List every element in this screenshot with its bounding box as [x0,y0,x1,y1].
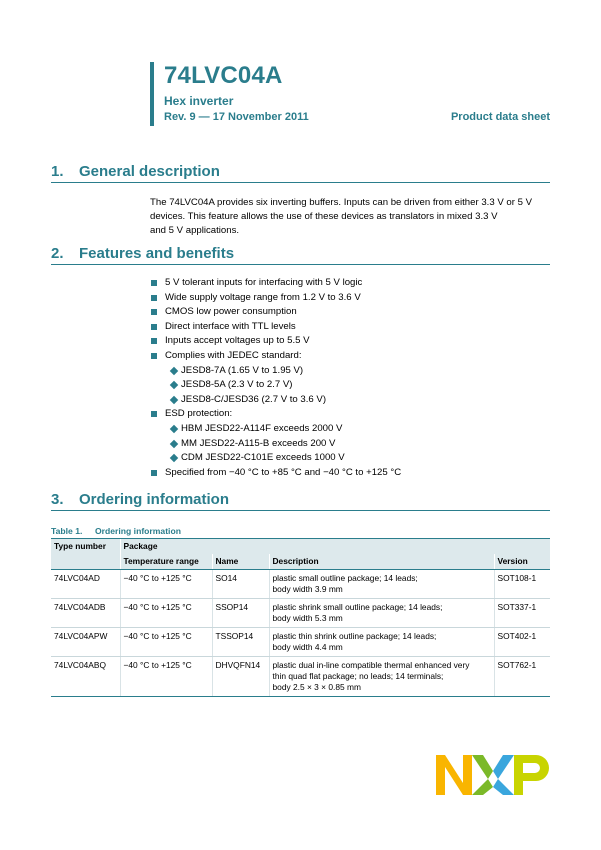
document-type: Product data sheet [450,111,550,123]
cell-temperature-range: −40 °C to +125 °C [120,570,212,599]
feature-text: JESD8-C/JESD36 (2.7 V to 3.6 V) [181,393,327,405]
cell-temperature-range: −40 °C to +125 °C [120,657,212,697]
feature-subitem [150,451,550,466]
feature-item [150,305,550,320]
header-type-number: Type number [51,539,120,555]
table-caption-title: Ordering information [95,526,181,536]
cell-type-number: 74LVC04ABQ [51,657,120,697]
feature-text: 5 V tolerant inputs for interfacing with 5 V logic [165,277,363,288]
paragraph-line: devices. This feature allows the use of these devices as translators in mixed 3.3 V [150,211,498,222]
diamond-bullet-icon [170,396,178,404]
description-line: plastic thin shrink outline package; 14 leads; [272,631,437,641]
cell-description [269,599,494,628]
document-subtitle: Hex inverter [164,94,234,108]
table-caption-number: Table 1. [51,526,83,536]
section-heading-general [51,163,550,183]
logo-letter-x-left [472,755,493,779]
document-revision: Rev. 9 — 17 November 2011 [164,111,309,123]
feature-item [150,276,550,291]
header-version: Version [494,554,550,570]
header-name: Name [212,554,269,570]
feature-item [150,407,550,422]
table-row [51,599,550,628]
feature-text: JESD8-7A (1.65 V to 1.95 V) [181,364,304,376]
paragraph-line: The 74LVC04A provides six inverting buffers. Inputs can be driven from either 3.3 V or 5 V [150,197,533,208]
cell-description [269,570,494,599]
cell-type-number: 74LVC04ADB [51,599,120,628]
square-bullet-icon [151,411,157,417]
diamond-bullet-icon [170,454,178,462]
features-list [150,276,550,480]
feature-item [150,334,550,349]
feature-text: MM JESD22-A115-B exceeds 200 V [181,437,336,449]
description-line: body width 4.4 mm [272,642,343,652]
feature-text: JESD8-5A (2.3 V to 2.7 V) [181,379,293,391]
table-caption [51,526,181,536]
description-line: body width 5.3 mm [272,613,343,623]
section-title: Ordering information [79,491,229,508]
feature-subitem [150,437,550,452]
feature-text: Direct interface with TTL levels [165,320,296,332]
feature-text: Inputs accept voltages up to 5.5 V [165,335,310,347]
feature-text: Complies with JEDEC standard: [165,349,302,361]
cell-package-name: SSOP14 [212,599,269,628]
description-line: body 2.5 × 3 × 0.85 mm [272,682,361,692]
cell-package-name: DHVQFN14 [212,657,269,697]
description-line: thin quad flat package; no leads; 14 terminals; [272,671,444,681]
diamond-bullet-icon [170,381,178,389]
logo-letter-x-right [493,755,514,795]
square-bullet-icon [151,280,157,286]
square-bullet-icon [151,338,157,344]
square-bullet-icon [151,353,157,359]
logo-letter-x-left-lower [472,779,493,795]
feature-text: CMOS low power consumption [165,306,297,318]
feature-text: Specified from −40 °C to +85 °C and −40 °C to +125 °C [165,466,402,478]
logo-letter-n [436,755,472,795]
diamond-bullet-icon [170,439,178,447]
feature-subitem [150,364,550,379]
feature-text: CDM JESD22-C101E exceeds 1000 V [181,452,345,464]
description-line: plastic small outline package; 14 leads; [272,573,418,583]
cell-version: SOT402-1 [494,628,550,657]
feature-item [150,349,550,364]
header-package: Package [120,539,550,555]
section-number: 1. [51,163,64,180]
cell-temperature-range: −40 °C to +125 °C [120,599,212,628]
feature-item [150,291,550,306]
table-row [51,570,550,599]
feature-subitem [150,422,550,437]
section-heading-ordering [51,491,550,511]
header-description: Description [269,554,494,570]
feature-subitem [150,393,550,408]
cell-description [269,657,494,697]
paragraph-line: and 5 V applications. [150,225,240,236]
general-description-paragraph [150,196,555,238]
cell-version: SOT337-1 [494,599,550,628]
header-accent-bar [150,62,154,126]
table-row [51,657,550,697]
section-number: 2. [51,245,64,262]
feature-text: Wide supply voltage range from 1.2 V to 3.6 V [165,291,361,303]
table-row [51,628,550,657]
feature-subitem [150,378,550,393]
cell-temperature-range: −40 °C to +125 °C [120,628,212,657]
cell-package-name: SO14 [212,570,269,599]
cell-type-number: 74LVC04AD [51,570,120,599]
feature-item [150,320,550,335]
section-title: Features and benefits [79,245,235,262]
cell-package-name: TSSOP14 [212,628,269,657]
feature-text: ESD protection: [165,408,233,420]
feature-text: HBM JESD22-A114F exceeds 2000 V [181,422,343,434]
description-line: plastic shrink small outline package; 14 leads; [272,602,443,612]
feature-item [150,466,550,481]
section-heading-features [51,245,550,265]
square-bullet-icon [151,295,157,301]
square-bullet-icon [151,309,157,315]
diamond-bullet-icon [170,425,178,433]
square-bullet-icon [151,324,157,330]
diamond-bullet-icon [170,366,178,374]
cell-description [269,628,494,657]
document-title: 74LVC04A [164,62,283,89]
section-number: 3. [51,491,64,508]
nxp-logo [436,753,550,797]
section-title: General description [79,163,220,180]
ordering-table [51,538,550,697]
description-line: plastic dual in-line compatible thermal enhanced very [272,660,470,670]
cell-type-number: 74LVC04APW [51,628,120,657]
cell-version: SOT108-1 [494,570,550,599]
square-bullet-icon [151,470,157,476]
cell-version: SOT762-1 [494,657,550,697]
logo-letter-p [514,755,549,795]
description-line: body width 3.9 mm [272,584,343,594]
header-temperature-range: Temperature range [120,554,212,570]
header-blank [51,554,120,570]
